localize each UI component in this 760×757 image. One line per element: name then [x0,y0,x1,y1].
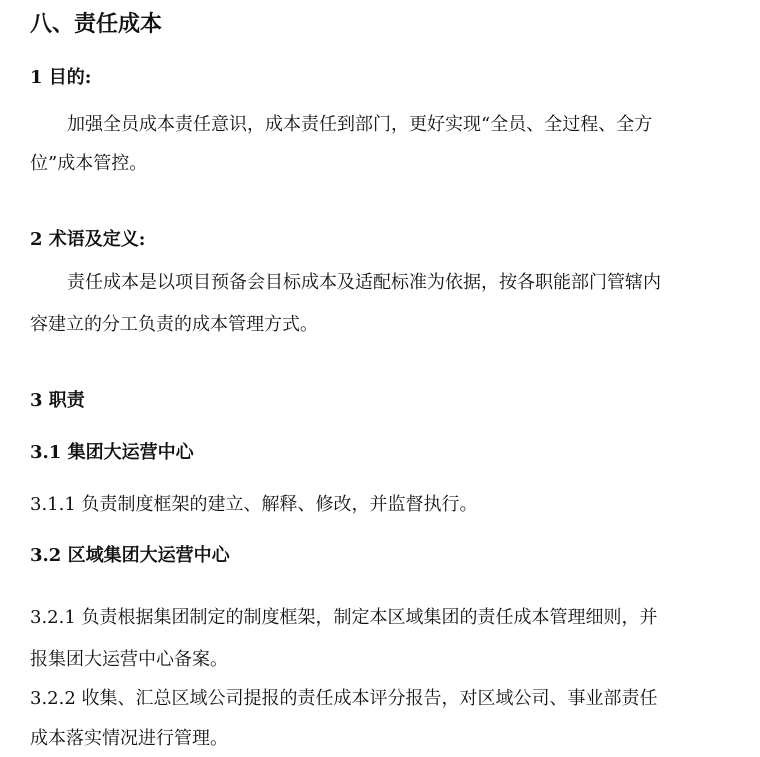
duties-heading: 3 职责 [30,390,85,411]
section-title: 八、责任成本 [30,11,163,37]
definition-heading: 2 术语及定义: [30,229,146,250]
definition-line-1: 责任成本是以项目预备会目标成本及适配标准为依据，按各职能部门管辖内 [67,272,661,293]
definition-line-2: 容建立的分工负责的成本管理方式。 [30,314,318,335]
item-3-2-1-line-1: 3.2.1 负责根据集团制定的制度框架，制定本区域集团的责任成本管理细则，并 [30,607,658,628]
region-center-heading: 3.2 区域集团大运营中心 [30,545,230,566]
purpose-heading: 1 目的: [30,67,92,88]
item-3-1-1: 3.1.1 负责制度框架的建立、解释、修改，并监督执行。 [30,494,478,515]
item-3-2-2-line-2: 成本落实情况进行管理。 [30,728,228,749]
item-3-2-1-line-2: 报集团大运营中心备案。 [30,649,228,670]
item-3-2-2-line-1: 3.2.2 收集、汇总区域公司提报的责任成本评分报告，对区域公司、事业部责任 [30,688,658,709]
purpose-line-2: 位”成本管控。 [30,153,148,174]
purpose-line-1: 加强全员成本责任意识，成本责任到部门，更好实现“全员、全过程、全方 [67,114,653,135]
group-center-heading: 3.1 集团大运营中心 [30,442,194,463]
